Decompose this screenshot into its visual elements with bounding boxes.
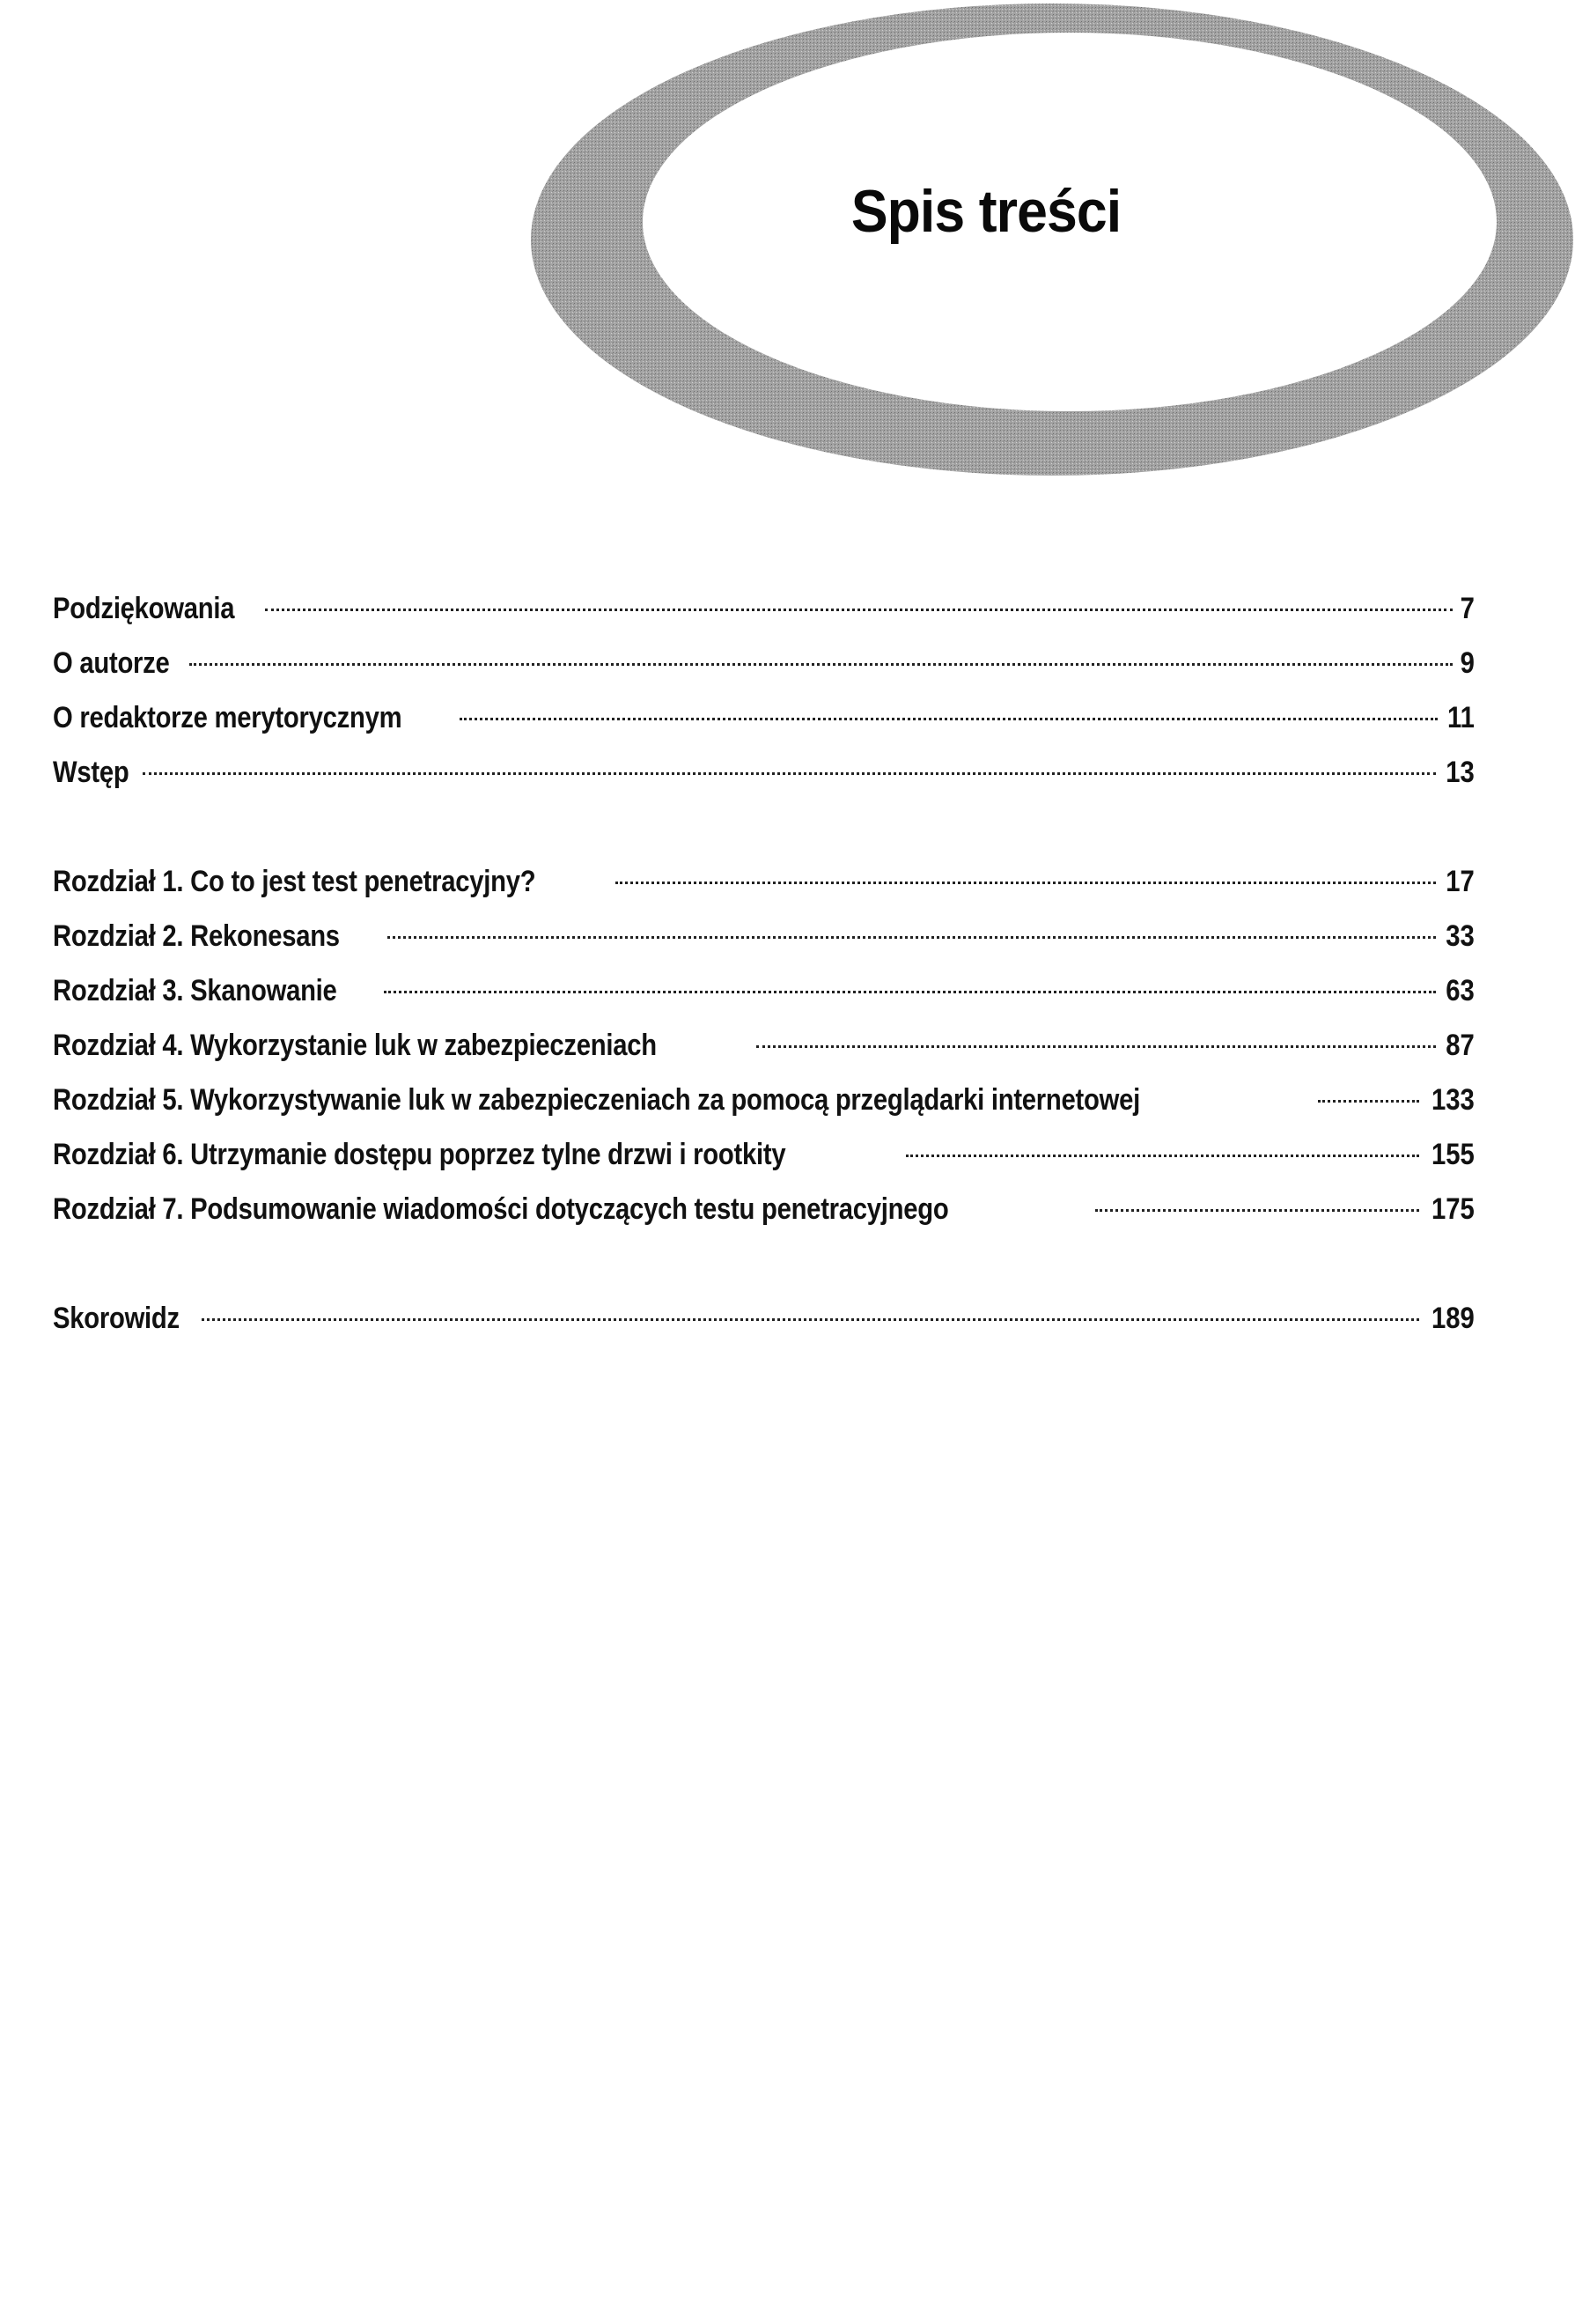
toc-entry-page: 175	[1431, 1192, 1475, 1226]
toc-entry-label: O autorze	[53, 646, 170, 680]
toc-entry-page: 63	[1446, 974, 1475, 1007]
toc-entry-label: Podziękowania	[53, 592, 235, 625]
toc-group-front-matter	[53, 581, 1475, 800]
toc-dot-leader	[1318, 1100, 1419, 1103]
toc-entry-label: Rozdział 2. Rekonesans	[53, 919, 340, 953]
title-ring	[0, 0, 1575, 493]
toc-entry[interactable]	[53, 1018, 1475, 1073]
toc-entry-page: 7	[1460, 592, 1475, 625]
toc-entry-label: O redaktorze merytorycznym	[53, 701, 402, 734]
toc-entry[interactable]	[53, 1291, 1475, 1346]
toc-dot-leader	[143, 772, 1436, 775]
toc-entry-page: 9	[1460, 646, 1475, 680]
toc-entry-page: 189	[1431, 1302, 1475, 1335]
toc-entry[interactable]	[53, 854, 1475, 909]
table-of-contents	[53, 581, 1475, 1346]
toc-dot-leader	[189, 663, 1453, 666]
toc-entry-label: Wstęp	[53, 756, 129, 789]
toc-entry[interactable]	[53, 1127, 1475, 1182]
toc-entry-page: 17	[1446, 865, 1475, 898]
toc-entry[interactable]	[53, 745, 1475, 800]
toc-dot-leader	[387, 936, 1436, 939]
toc-entry[interactable]	[53, 1073, 1475, 1127]
toc-entry-label: Rozdział 3. Skanowanie	[53, 974, 337, 1007]
toc-group-chapters	[53, 854, 1475, 1236]
toc-entry-page: 155	[1431, 1138, 1475, 1171]
title-ring-decoration	[0, 0, 1575, 493]
toc-entry[interactable]	[53, 581, 1475, 636]
toc-dot-leader	[1095, 1209, 1419, 1212]
toc-entry[interactable]	[53, 963, 1475, 1018]
toc-entry-page: 11	[1447, 701, 1475, 734]
toc-dot-leader	[460, 718, 1438, 720]
page-title: Spis treści	[850, 178, 1122, 245]
toc-entry[interactable]	[53, 909, 1475, 963]
toc-dot-leader	[384, 991, 1436, 993]
toc-entry-label: Rozdział 4. Wykorzystanie luk w zabezpieczeniach	[53, 1029, 657, 1062]
toc-entry-page: 13	[1446, 756, 1475, 789]
toc-entry-page: 87	[1446, 1029, 1475, 1062]
toc-entry-label: Rozdział 5. Wykorzystywanie luk w zabezpieczeniach za pomocą przeglądarki internetowej	[53, 1083, 1140, 1117]
toc-entry[interactable]	[53, 690, 1475, 745]
toc-entry[interactable]	[53, 1182, 1475, 1236]
toc-entry-label: Rozdział 7. Podsumowanie wiadomości dotyczących testu penetracyjnego	[53, 1192, 949, 1226]
toc-dot-leader	[202, 1318, 1420, 1321]
toc-entry-page: 33	[1446, 919, 1475, 953]
toc-entry-label: Skorowidz	[53, 1302, 180, 1335]
toc-entry-page: 133	[1431, 1083, 1475, 1117]
toc-dot-leader	[265, 609, 1453, 611]
toc-group-back-matter	[53, 1291, 1475, 1346]
toc-dot-leader	[615, 882, 1436, 884]
toc-dot-leader	[756, 1045, 1436, 1048]
toc-entry-label: Rozdział 1. Co to jest test penetracyjny?	[53, 865, 536, 898]
toc-dot-leader	[906, 1155, 1419, 1157]
toc-entry-label: Rozdział 6. Utrzymanie dostępu poprzez tylne drzwi i rootkity	[53, 1138, 786, 1171]
toc-entry[interactable]	[53, 636, 1475, 690]
